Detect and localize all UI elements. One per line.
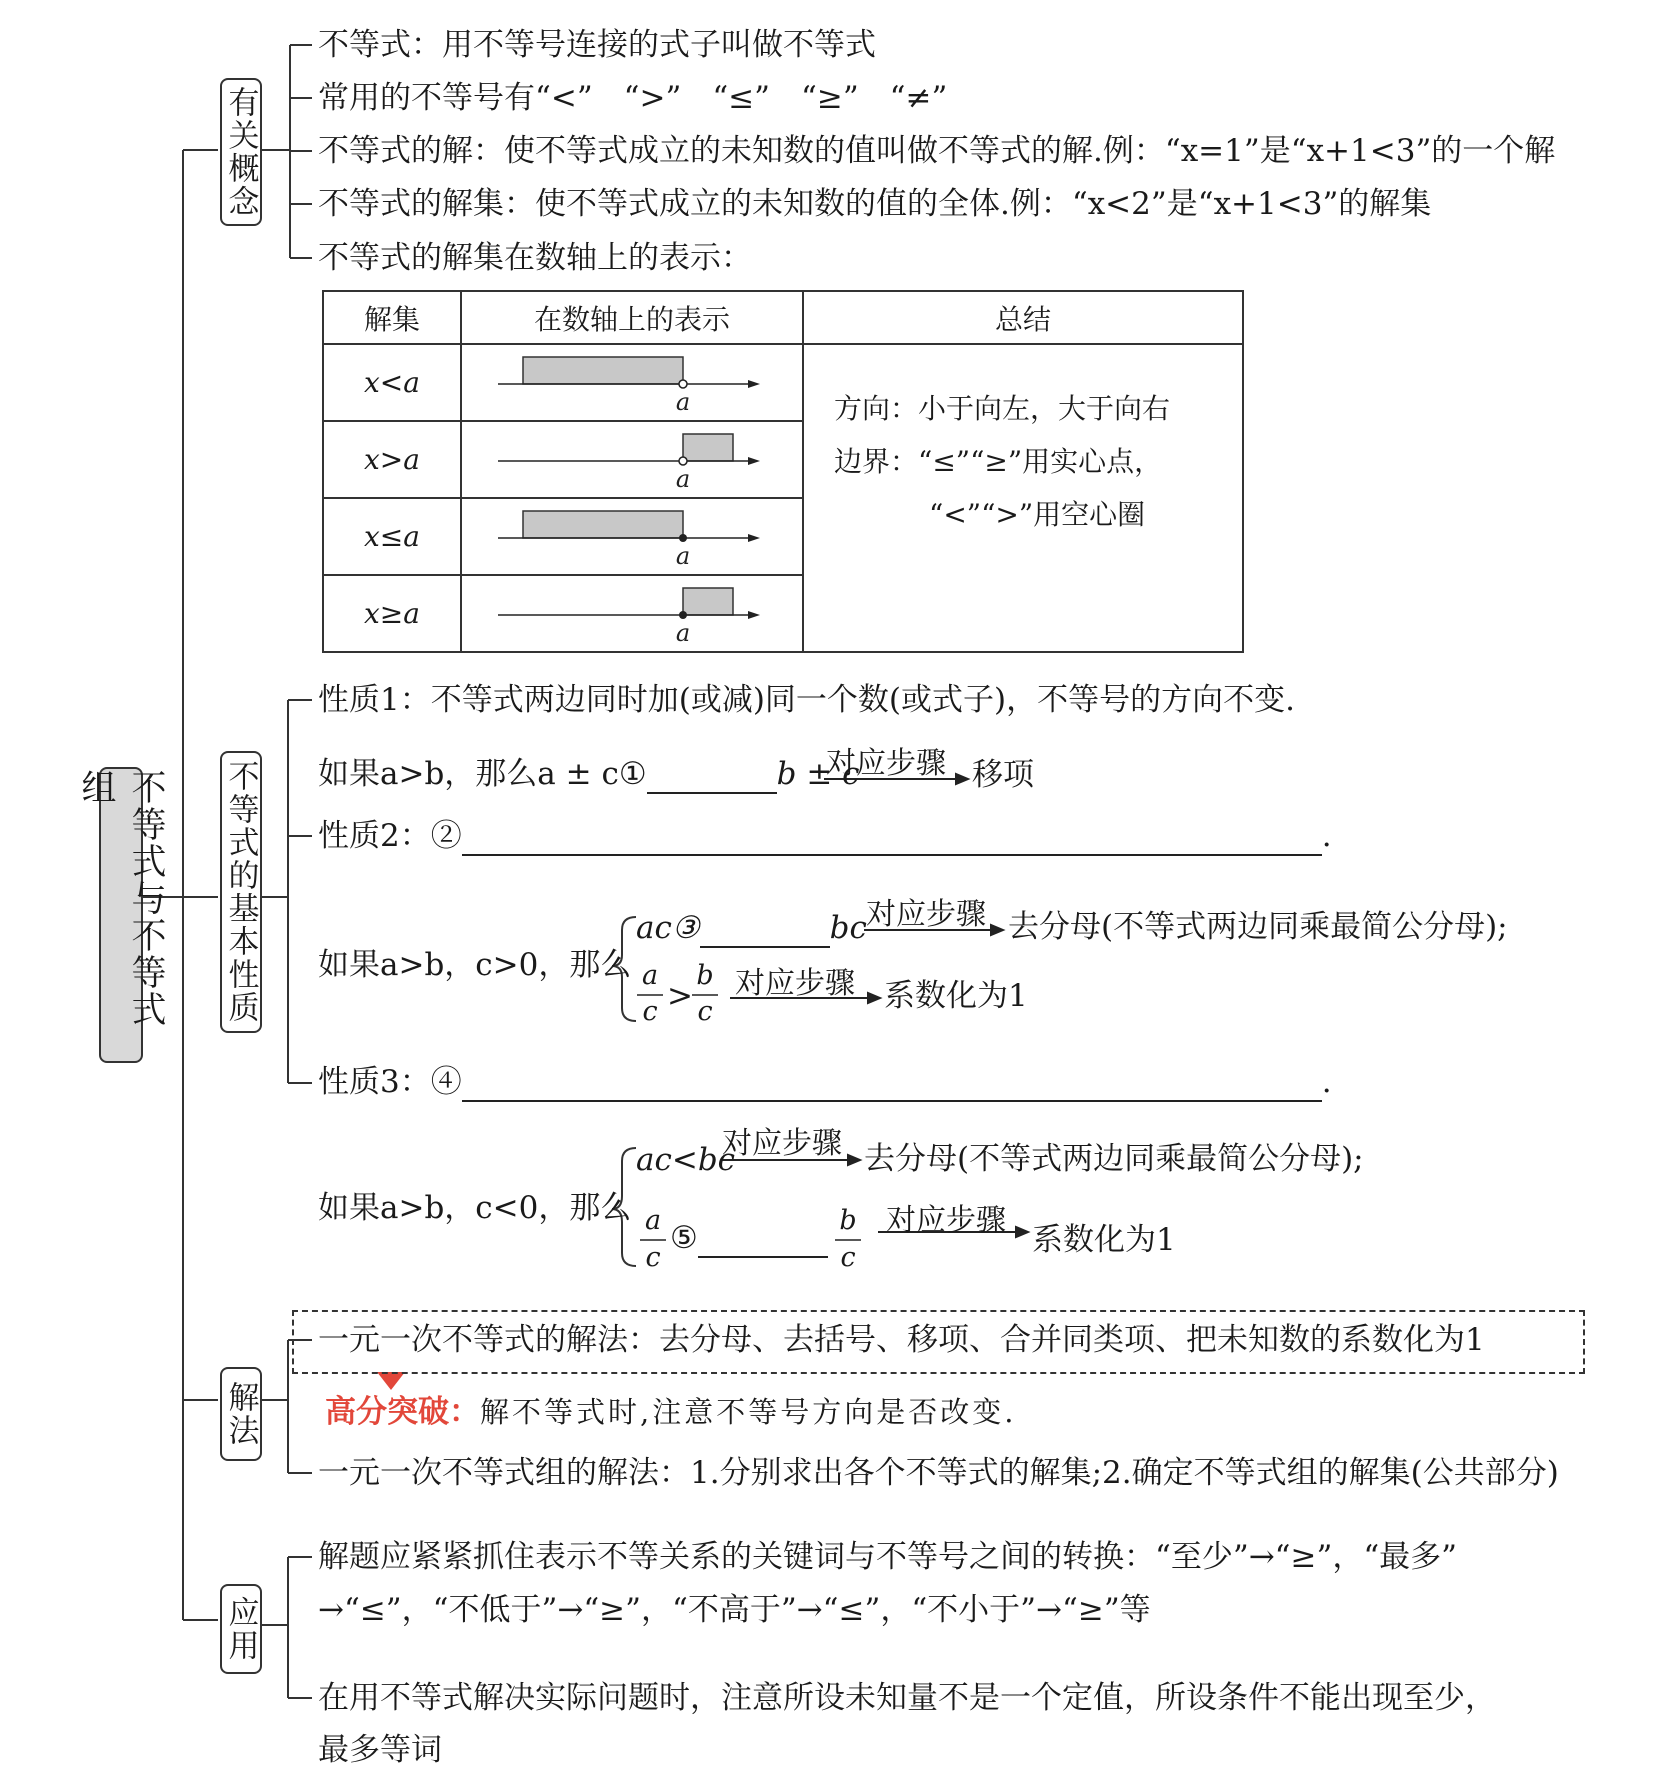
property-3-line2 <box>670 1218 828 1258</box>
fraction-denominator: c <box>642 996 658 1027</box>
summary-direction: 方向：小于向左，大于向右 <box>834 392 1171 425</box>
answer-blank-1[interactable] <box>647 762 777 794</box>
property-3-label: 性质3：④ <box>318 1064 462 1100</box>
application-keywords-2: →“≤”，“不低于”→“≥”，“不高于”→“≤”，“不小于”→“≥”等 <box>318 1592 1151 1628</box>
table-header-axis: 在数轴上的表示 <box>461 291 803 344</box>
property-2-line1-lhs: ac③ <box>636 910 700 946</box>
property-2-if: 如果a>b，c>0，那么 <box>318 947 632 983</box>
table-header-summary: 总结 <box>803 291 1243 344</box>
fraction-denominator: c <box>697 996 713 1027</box>
step-label: 对应步骤 <box>826 746 946 781</box>
concept-solution: 不等式的解：使不等式成立的未知数的值叫做不等式的解.例：“x=1”是“x+1<3”的一个解 <box>318 133 1556 169</box>
property-3 <box>318 1062 1332 1102</box>
root-label: 不等式与不等式组 <box>76 769 166 1028</box>
fraction-numerator: b <box>696 960 714 991</box>
fraction-numerator: a <box>644 1205 662 1236</box>
application-note-1: 在用不等式解决实际问题时，注意所设未知量不是一个定值，所设条件不能出现至少， <box>318 1680 1496 1716</box>
tip-label: 高分突破： <box>325 1394 480 1430</box>
answer-blank-2[interactable] <box>462 824 1322 856</box>
property-2-period: . <box>1321 818 1332 854</box>
summary-boundary: 边界：“≤”“≥”用实心点， <box>834 445 1163 478</box>
branch-properties-label: 不等式的基本性质 <box>222 760 259 1024</box>
property-2-line1-rhs: bc <box>829 910 867 946</box>
axis-label: a <box>675 388 691 416</box>
table-header-set: 解集 <box>323 291 461 344</box>
root-topic <box>76 767 166 1063</box>
fraction-denominator: c <box>840 1242 856 1273</box>
fraction-denominator: c <box>645 1242 661 1273</box>
fraction-numerator: b <box>839 1205 857 1236</box>
number-line-greater-equal <box>461 575 803 652</box>
table-row-set: x<a <box>323 344 461 421</box>
property-3-period: . <box>1321 1064 1332 1100</box>
number-line-less-equal <box>461 498 803 575</box>
branch-concepts <box>220 78 262 226</box>
number-line-greater <box>461 421 803 498</box>
step-clear-denominators: 去分母(不等式两边同乘最简公分母); <box>864 1141 1364 1177</box>
step-label: 对应步骤 <box>735 966 855 1001</box>
step-coefficient-one: 系数化为1 <box>1032 1222 1176 1258</box>
step-label: 对应步骤 <box>866 897 986 932</box>
step-coefficient-one: 系数化为1 <box>884 978 1028 1014</box>
greater-than-sign: > <box>667 978 693 1014</box>
step-clear-denominators: 去分母(不等式两边同乘最简公分母); <box>1008 909 1508 945</box>
step-move-terms: 移项 <box>972 757 1034 793</box>
method-inequality-system: 一元一次不等式组的解法：1.分别求出各个不等式的解集;2.确定不等式组的解集(公共部分) <box>318 1455 1559 1491</box>
property-1-example <box>318 754 860 794</box>
branch-methods <box>220 1367 262 1461</box>
circle-five: ⑤ <box>670 1220 698 1256</box>
axis-label: a <box>675 619 691 647</box>
branch-methods-label: 解法 <box>222 1381 259 1447</box>
property-2-line1 <box>636 908 867 948</box>
tip <box>325 1392 1016 1432</box>
concept-inequality: 不等式：用不等号连接的式子叫做不等式 <box>318 27 876 63</box>
property-3-if: 如果a>b，c<0，那么 <box>318 1190 632 1226</box>
method-single-inequality: 一元一次不等式的解法：去分母、去括号、移项、合并同类项、把未知数的系数化为1 <box>318 1322 1485 1358</box>
application-keywords-1: 解题应紧紧抓住表示不等关系的关键词与不等号之间的转换：“至少”→“≥”，“最多” <box>318 1539 1458 1575</box>
property-2-label: 性质2：② <box>318 818 462 854</box>
answer-blank-4[interactable] <box>462 1070 1322 1102</box>
table-row-set: x≤a <box>323 498 461 575</box>
branch-concepts-label: 有关概念 <box>222 86 259 218</box>
branch-applications <box>220 1584 262 1674</box>
answer-blank-3[interactable] <box>700 916 830 948</box>
step-label: 对应步骤 <box>886 1203 1006 1238</box>
table-summary <box>803 344 1243 652</box>
solution-set-table <box>322 290 1244 653</box>
summary-open-circle: “<”“>”用空心圈 <box>929 498 1146 531</box>
concept-symbols: 常用的不等号有“<” “>” “≤” “≥” “≠” <box>318 80 948 116</box>
concept-solution-set: 不等式的解集：使不等式成立的未知数的值的全体.例：“x<2”是“x+1<3”的解集 <box>318 186 1432 222</box>
table-row-set: x>a <box>323 421 461 498</box>
step-label: 对应步骤 <box>722 1126 842 1161</box>
answer-blank-5[interactable] <box>698 1226 828 1258</box>
branch-applications-label: 应用 <box>222 1596 259 1662</box>
property-2 <box>318 816 1332 856</box>
concept-number-line: 不等式的解集在数轴上的表示： <box>318 240 752 276</box>
property-1: 性质1：不等式两边同时加(或减)同一个数(或式子)，不等号的方向不变. <box>318 682 1295 718</box>
tip-text: 解不等式时,注意不等号方向是否改变. <box>480 1395 1017 1429</box>
property-1-if: 如果a>b，那么a ± c① <box>318 756 647 792</box>
application-note-2: 最多等词 <box>318 1732 442 1768</box>
axis-label: a <box>675 542 691 570</box>
property-3-line1-lhs: ac<bc <box>636 1142 736 1178</box>
property-1-rhs: b ± c <box>776 756 860 792</box>
fraction-numerator: a <box>641 960 659 991</box>
axis-label: a <box>675 465 691 493</box>
branch-properties <box>220 751 262 1033</box>
tip-pointer-icon <box>377 1372 405 1390</box>
table-row-set: x≥a <box>323 575 461 652</box>
number-line-less <box>461 344 803 421</box>
